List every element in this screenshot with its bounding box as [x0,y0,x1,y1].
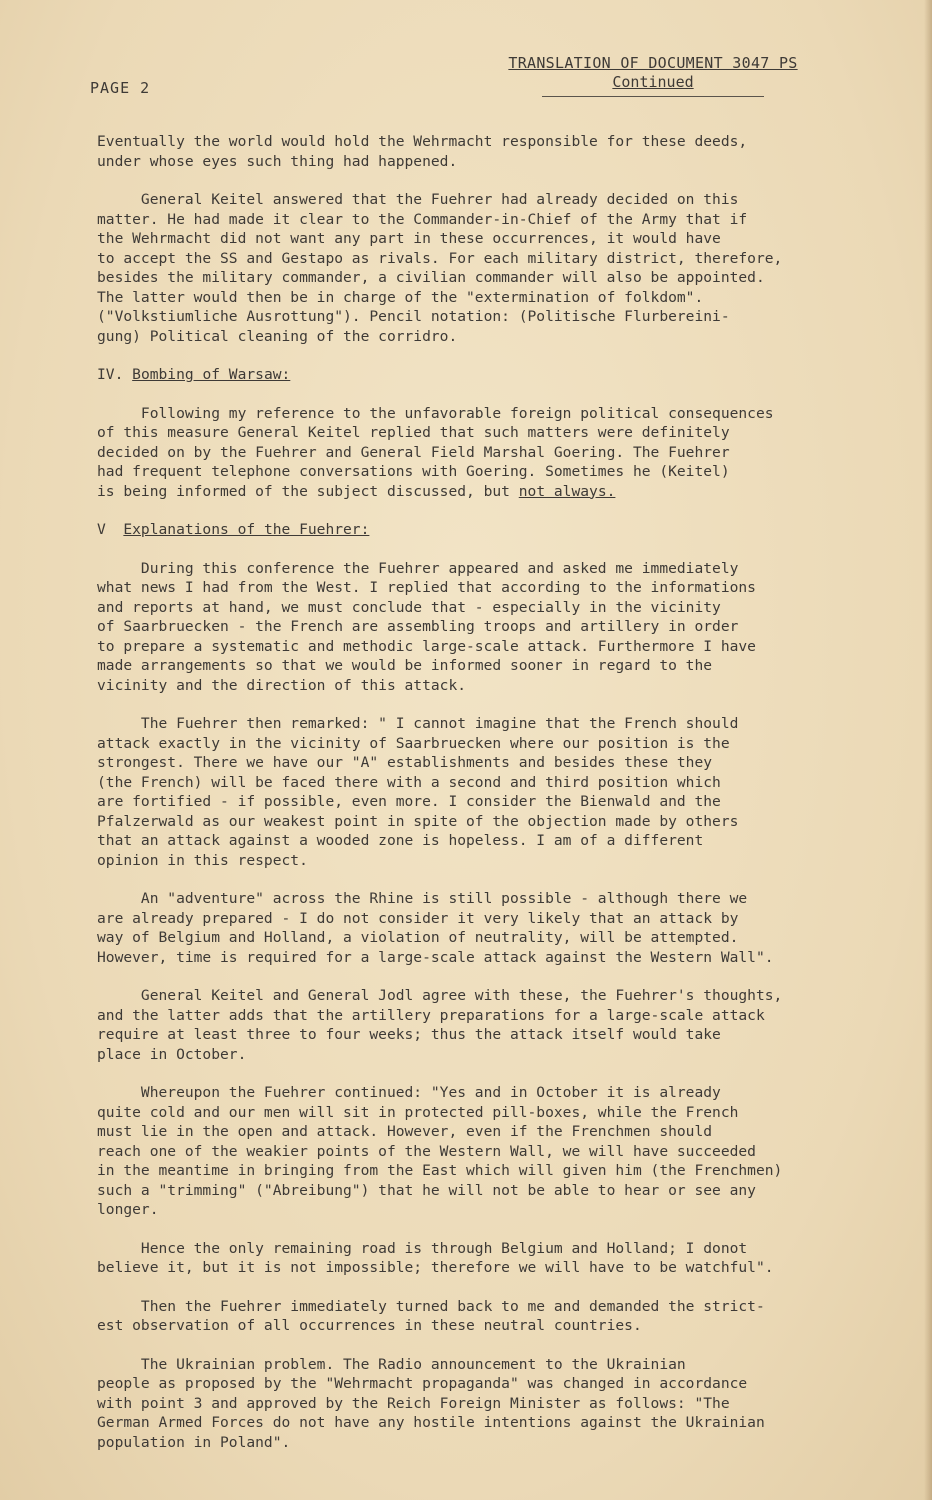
paragraph [97,190,857,346]
line-text: and the latter adds that the artillery preparations for a large-scale attack [97,1006,765,1024]
text-line [97,1355,857,1375]
paper-edge [924,0,932,1500]
line-text: that an attack against a wooded zone is hopeless. I am of a different [97,832,704,849]
line-text: under whose eyes such thing had happened. [97,152,458,170]
line-text: quite cold and our men will sit in protected pill-boxes, while the French [97,1103,739,1121]
line-text: attack exactly in the vicinity of Saarbruecken where our position is the [97,734,730,752]
section-title: Bombing of Warsaw: [132,366,291,383]
document-header [497,54,809,97]
text-line [97,249,857,269]
text-line [97,268,857,288]
underlined-emphasis: not always. [518,482,616,500]
section-heading [97,520,857,540]
text-line [97,1181,857,1201]
text-line [97,1122,857,1142]
text-line [97,753,857,773]
text-line [97,1045,857,1065]
text-line [97,1433,857,1453]
text-line [97,1297,857,1317]
line-text: An "adventure" across the Rhine is still possible - although there we [97,890,748,907]
paragraph [97,559,857,696]
line-text: to prepare a systematic and methodic large-scale attack. Furthermore I have [97,637,756,655]
line-text: The latter would then be in charge of the "extermination of folkdom". [97,288,704,306]
line-text: what news I had from the West. I replied that according to the informations [97,579,756,596]
text-line [97,1316,857,1336]
text-line [97,443,857,463]
text-line [97,210,857,230]
line-text: made arrangements so that we would be informed sooner in regard to the [97,657,713,674]
line-text: place in October. [97,1045,247,1063]
line-text: During this conference the Fuehrer appeared and asked me immediately [97,559,739,577]
text-line [97,1394,857,1414]
paragraph [97,1355,857,1453]
text-line [97,889,857,909]
line-text: However, time is required for a large-scale attack against the Western Wall". [97,948,774,966]
line-text: decided on by the Fuehrer and General Field Marshal Goering. The Fuehrer [97,443,730,461]
text-line [97,482,857,502]
line-text: with point 3 and approved by the Reich Foreign Minister as follows: "The [97,1394,730,1412]
line-text: must lie in the open and attack. However, even if the Frenchmen should [97,1123,713,1140]
line-text: are fortified - if possible, even more. I consider the Bienwald and the [97,793,721,810]
line-text: longer. [97,1201,159,1218]
line-text: besides the military commander, a civilian commander will also be appointed. [97,269,765,286]
text-line [97,288,857,308]
text-line [97,152,857,172]
section-number: IV. [97,366,133,383]
text-line [97,812,857,832]
line-text: population in Poland". [97,1433,291,1451]
text-line [97,986,857,1006]
line-text: strongest. There we have our "A" establishments and besides these they [97,754,713,771]
text-line [97,617,857,637]
text-line [97,423,857,443]
text-line [97,559,857,579]
line-text: General Keitel answered that the Fuehrer had already decided on this [97,191,739,208]
text-line [97,773,857,793]
text-line [97,327,857,347]
text-line [97,229,857,249]
line-text: matter. He had made it clear to the Commander-in-Chief of the Army that if [97,210,748,228]
line-text: such a "trimming" ("Abreibung") that he will not be able to hear or see any [97,1181,756,1199]
paragraph [97,986,857,1064]
text-line [97,1103,857,1123]
document-body [97,132,857,1471]
text-line [97,928,857,948]
text-line [97,676,857,696]
text-line [97,1200,857,1220]
line-text: Following my reference to the unfavorable foreign political consequences [97,404,774,422]
text-line [97,656,857,676]
text-line [97,734,857,754]
paragraph [97,889,857,967]
page-number: PAGE 2 [90,79,151,97]
line-text: The Fuehrer then remarked: " I cannot imagine that the French should [97,715,739,732]
text-line [97,578,857,598]
line-text: of this measure General Keitel replied that such matters were definitely [97,424,730,441]
line-text: opinion in this respect. [97,851,308,869]
header-rule [542,96,764,97]
document-title: TRANSLATION OF DOCUMENT 3047 PS [508,54,798,72]
line-text: (the French) will be faced there with a second and third position which [97,773,721,791]
line-text: way of Belgium and Holland, a violation of neutrality, will be attempted. [97,929,739,946]
text-line [97,132,857,152]
line-text: gung) Political cleaning of the corridro. [97,327,458,345]
line-text: and reports at hand, we must conclude that - especially in the vicinity [97,598,721,616]
text-line [97,1083,857,1103]
section-title: Explanations of the Fuehrer: [123,521,370,538]
text-line [97,1413,857,1433]
line-text: had frequent telephone conversations with Goering. Sometimes he (Keitel) [97,463,730,480]
line-text: believe it, but it is not impossible; therefore we will have to be watchful". [97,1259,774,1276]
text-line [97,714,857,734]
text-line [97,1142,857,1162]
line-text: is being informed of the subject discussed, but [97,482,519,500]
line-text: reach one of the weakier points of the Western Wall, we will have succeeded [97,1142,756,1160]
text-line [97,909,857,929]
text-line [97,831,857,851]
paragraph [97,1239,857,1278]
line-text: in the meantime in bringing from the East which will given him (the Frenchmen) [97,1162,783,1179]
paragraph [97,132,857,171]
text-line [97,851,857,871]
line-text: of Saarbruecken - the French are assembling troops and artillery in order [97,618,739,635]
line-text: The Ukrainian problem. The Radio announcement to the Ukrainian [97,1355,686,1373]
line-text: Then the Fuehrer immediately turned back to me and demanded the strict- [97,1297,765,1315]
section-number: V [97,521,124,538]
text-line [97,404,857,424]
text-line [97,1239,857,1259]
text-line [97,792,857,812]
text-line [97,1006,857,1026]
line-text: General Keitel and General Jodl agree with these, the Fuehrer's thoughts, [97,987,783,1004]
line-text: the Wehrmacht did not want any part in these occurrences, it would have [97,230,721,247]
line-text: Hence the only remaining road is through Belgium and Holland; I donot [97,1239,748,1257]
text-line [97,637,857,657]
line-text: are already prepared - I do not consider it very likely that an attack by [97,909,739,927]
section-heading [97,365,857,385]
text-line [97,1374,857,1394]
line-text: require at least three to four weeks; thus the attack itself would take [97,1026,721,1043]
text-line [97,307,857,327]
line-text: Eventually the world would hold the Wehrmacht responsible for these deeds, [97,133,748,150]
text-line [97,1025,857,1045]
line-text: vicinity and the direction of this attack. [97,676,467,694]
line-text: ("Volkstiumliche Ausrottung"). Pencil notation: (Politische Flurbereini- [97,308,730,325]
text-line [97,948,857,968]
line-text: est observation of all occurrences in these neutral countries. [97,1317,642,1334]
text-line [97,190,857,210]
text-line [97,1161,857,1181]
line-text: Pfalzerwald as our weakest point in spite of the objection made by others [97,812,739,830]
paragraph [97,714,857,870]
paragraph [97,1297,857,1336]
text-line [97,1258,857,1278]
text-line [97,462,857,482]
line-text: Whereupon the Fuehrer continued: "Yes and in October it is already [97,1084,721,1101]
paragraph [97,404,857,502]
line-text: to accept the SS and Gestapo as rivals. For each military district, therefore, [97,249,783,267]
line-text: German Armed Forces do not have any hostile intentions against the Ukrainian [97,1414,765,1431]
line-text: people as proposed by the "Wehrmacht propaganda" was changed in accordance [97,1375,748,1392]
paragraph [97,1083,857,1220]
document-subtitle: Continued [612,73,694,91]
text-line [97,598,857,618]
